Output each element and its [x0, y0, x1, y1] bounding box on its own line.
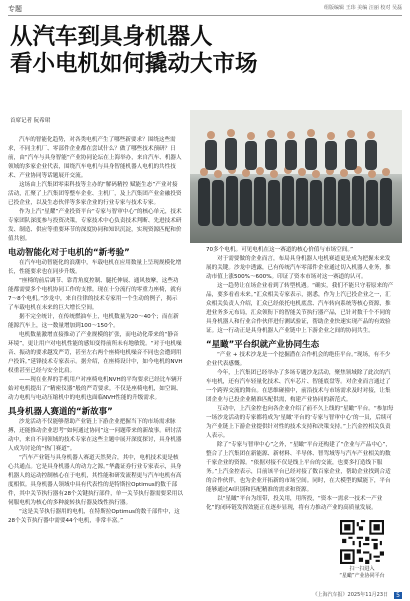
- paragraph: “产业 + 技术沙龙是一个挖掘潜在合作机会的绝佳平台。”现场，有不少企业代表感慨。: [206, 352, 391, 367]
- publication-date: 《上海汽车报》2025年11月23日: [312, 592, 388, 598]
- subheading: 电动智能化对于电机的“新考验”: [8, 248, 130, 258]
- header-rule: [8, 15, 402, 16]
- qr-code[interactable]: [340, 520, 384, 564]
- editor-credits: 组版编辑 王玮 美编 汪丽 校对 吴磊: [324, 5, 402, 11]
- paragraph: 电机数量激增直接推动了产业规模的扩张，而电动化带来的“静音环境”，更让用户对电机性能的感知变得前所未有地敏锐。“对于电机噪音、振动的要求越发严苛，甚至左右两个座椅电机噪音不同也会遭到用户投诉。”延锋技术专家表示。据介绍，在座椅设计中，如今电机的NVH权重甚至已经与安全比肩。: [8, 332, 183, 374]
- paragraph: 这一趋势让在场企业看到了转型机遇。“确实，我们不能只守着原来的产品，要多看看未来。”汇众相关专家表示，据悉，作为上汽已投企业之一，汇众相关负责人介绍，汇众已经依托电机底盘、汽车转向系统等核心资源，推进业务多元布局，汇众领衔下的智能关节执行器产品，已针对数千个不同的具身机器人和行业合作伙伴进行测试验证，帮助企业快速实现产品的有效验证。这一行动正是具身机器人产业链中上下游企业之间的协同共生。: [206, 283, 394, 334]
- page-header: [8, 2, 402, 14]
- paragraph: 以“星瞰”平台为纽带，投关用，用所投，“资本一需求一技术一产业化”的闭环链发挥效能正在逐步显现，将有力推动产业的高质量发展。: [206, 496, 383, 511]
- paragraph: 70多个电机。可见电机在这一赛道的核心价值与市场空间。”: [206, 247, 354, 253]
- paragraph: 互动中，上汽金控也向各企业介绍了前不久上线的“星瞰”平台。“参加每一场沙龙活动的专家都将成为‘星瞰’平台的‘专家与智审中心’的一员，后续可为产业链上下游企业提供针对性的技术支持和决策支持。”上汽金控相关负责人表示。: [206, 406, 394, 439]
- paragraph: 除了“专家与智审中心”之外，“星瞰”平台还构建了“企业与产品中心”，整合了上汽集团在新能源、新材料、半导体、智驾域等与汽车产业相关的数千家企业的资源。“依据对接不仅是线上平台的交流，也要多打造线下服务。”上汽金控表示，目前该平台已经对接了数百家企业，帮助企业找到合适的合作伙伴，也为企业开拓新的市场空间。同时，在大模型的赋能下，平台能够通过AI识别和匹配精准的需求和资源。: [206, 442, 392, 493]
- paragraph: 沙龙活动不仅能够帮助产业链上下游企业把握当下的市场需求脉搏，还能推动企业思考“如何通过协同”这一问题带来的新故事。研讨活动中，来自不同领域的技术专家在这些主题中展开深度探讨，具身机器人成为讨论的“热门赛道”。: [8, 419, 182, 452]
- qr-caption: [328, 566, 396, 580]
- paragraph: 今年，上汽集团已经举办了多场专题沙龙活动，聚焦领域除了此次的汽车电机，还有汽车轻量化技术、汽车芯片、智能底盘等。对企业而言通过了一个跨界交流的舞台。在思维碰撞中，前沿技术与市场需求及时对接，让集团企业与已投企业精准匹配供需，构建产业协同的新范式。: [206, 370, 391, 403]
- page-number: 5: [396, 592, 400, 599]
- subheading: 具身机器人赛道的“新故事”: [8, 407, 113, 417]
- paragraph: 作为上汽“星耀”产业投资平台“专家与智审中心”的核心单元，技术专家团队深度参与投资决策，专家技术中心负责技术判断、先进技术研发、制造、供应等重要环节的深度协同和知识沉淀，实现资源匹配和价值共创。: [8, 209, 182, 242]
- qr-caption-line-1: 扫一扫进入: [349, 566, 375, 572]
- paragraph: “这是关节执行器用的电机，在特斯拉Optimus的数千部件中，这28个关节执行器中需要44个电机，非常丰富。”: [8, 509, 180, 524]
- article-column-left: [8, 136, 183, 526]
- qr-caption-line-2: “星瞰”产业协同平台: [339, 573, 385, 579]
- byline: 首席记者 阮希珺: [10, 118, 51, 124]
- photo-people: [190, 110, 402, 243]
- article-column-right: [206, 246, 395, 513]
- paragraph: 对于需要做的企业而言，布局具身机器人电机赛道更是成为把握未来发展的关键。沙龙中透露，已有传统汽车零部件企业通过切入机器人业务，推动市值上涨500%～600%。印证了资本市场对这一赛道的认可。: [206, 256, 391, 280]
- title-line-1: 从汽车到具身机器人: [10, 24, 213, 50]
- paragraph: 这场由上汽集团零束科技等主办的“解码精控 赋能生态”产业对接活动，汇聚了上汽集团等整车企业、主机厂，及上汽集团产业金融投资已投企业，以及生态伙伴等多家企业的行业专家与技术专家。: [8, 182, 182, 206]
- paragraph: “座椅的前后调节、靠背角度控制、腿托伸展、通风按摩，这些功能都需要多个电机协同工作的支撑。现在十分流行的零重力座椅，就有7～8个电机。”沙龙中，来自往律的技术专家用一个生动的例子，揭示了车载电机在未来的巨大增长空间。: [8, 278, 182, 311]
- section-label: 专题: [8, 5, 22, 13]
- subheading: “星瞰”平台织就产业协同生态: [206, 340, 320, 350]
- title-line-2: 看小电机如何撬动大市场: [10, 51, 258, 77]
- paragraph: 汽车的智能化趋势，对各类电机产生了哪些新要求？围绕这些需求，不同主机厂、零部件企业都在尝试什么？做了哪些技术预研？日前，由“汽车与具身智能”产业协同论坛在上海举办，来自汽车、机器人领域的多家企业代表，围绕汽车电机与具身智能机器人电机的共性技术、产业协同等话题展开交流。: [8, 137, 182, 179]
- qr-code-pattern: [340, 520, 384, 564]
- article-title: [10, 24, 400, 78]
- group-photo: [190, 110, 402, 243]
- paragraph: 在汽车电动智能化的浪潮中，车载电机在应用数量上呈现规模化增长，性能要求也在同步升级。: [8, 260, 182, 275]
- paragraph: 据不完全统计，在传统燃油车上，电机数量为20～40个；而在新能源汽车上，这一数量增加到100～150个。: [8, 314, 179, 329]
- paragraph: ——现在业界的手机用户对座椅电机NVH的平均要求已经比车辆开始对电机提出了“精密仪器”般的严苛要求。不仅是座椅电机，如空调、动力电机与电动压缩机中的电机也面临NVH性能的升级需求。: [8, 377, 183, 401]
- paragraph: “汽车产业链与具身机器人赛道天然契合，其中，电机技术更是核心共通点。它是具身机器人的动力之源。”华鑫证券行业专家表示，具身机器人的运动控制核心在于电机，其性能和研发流程更与汽车电机有高度相似。具身机器人领域中具有代表性的是特斯拉Optimus的数千部件，其中关节执行器有28个关键执行部件，单一关节执行器需要采用以伺服电机为核心的多种旋转执行器及线性执行器。: [8, 455, 183, 506]
